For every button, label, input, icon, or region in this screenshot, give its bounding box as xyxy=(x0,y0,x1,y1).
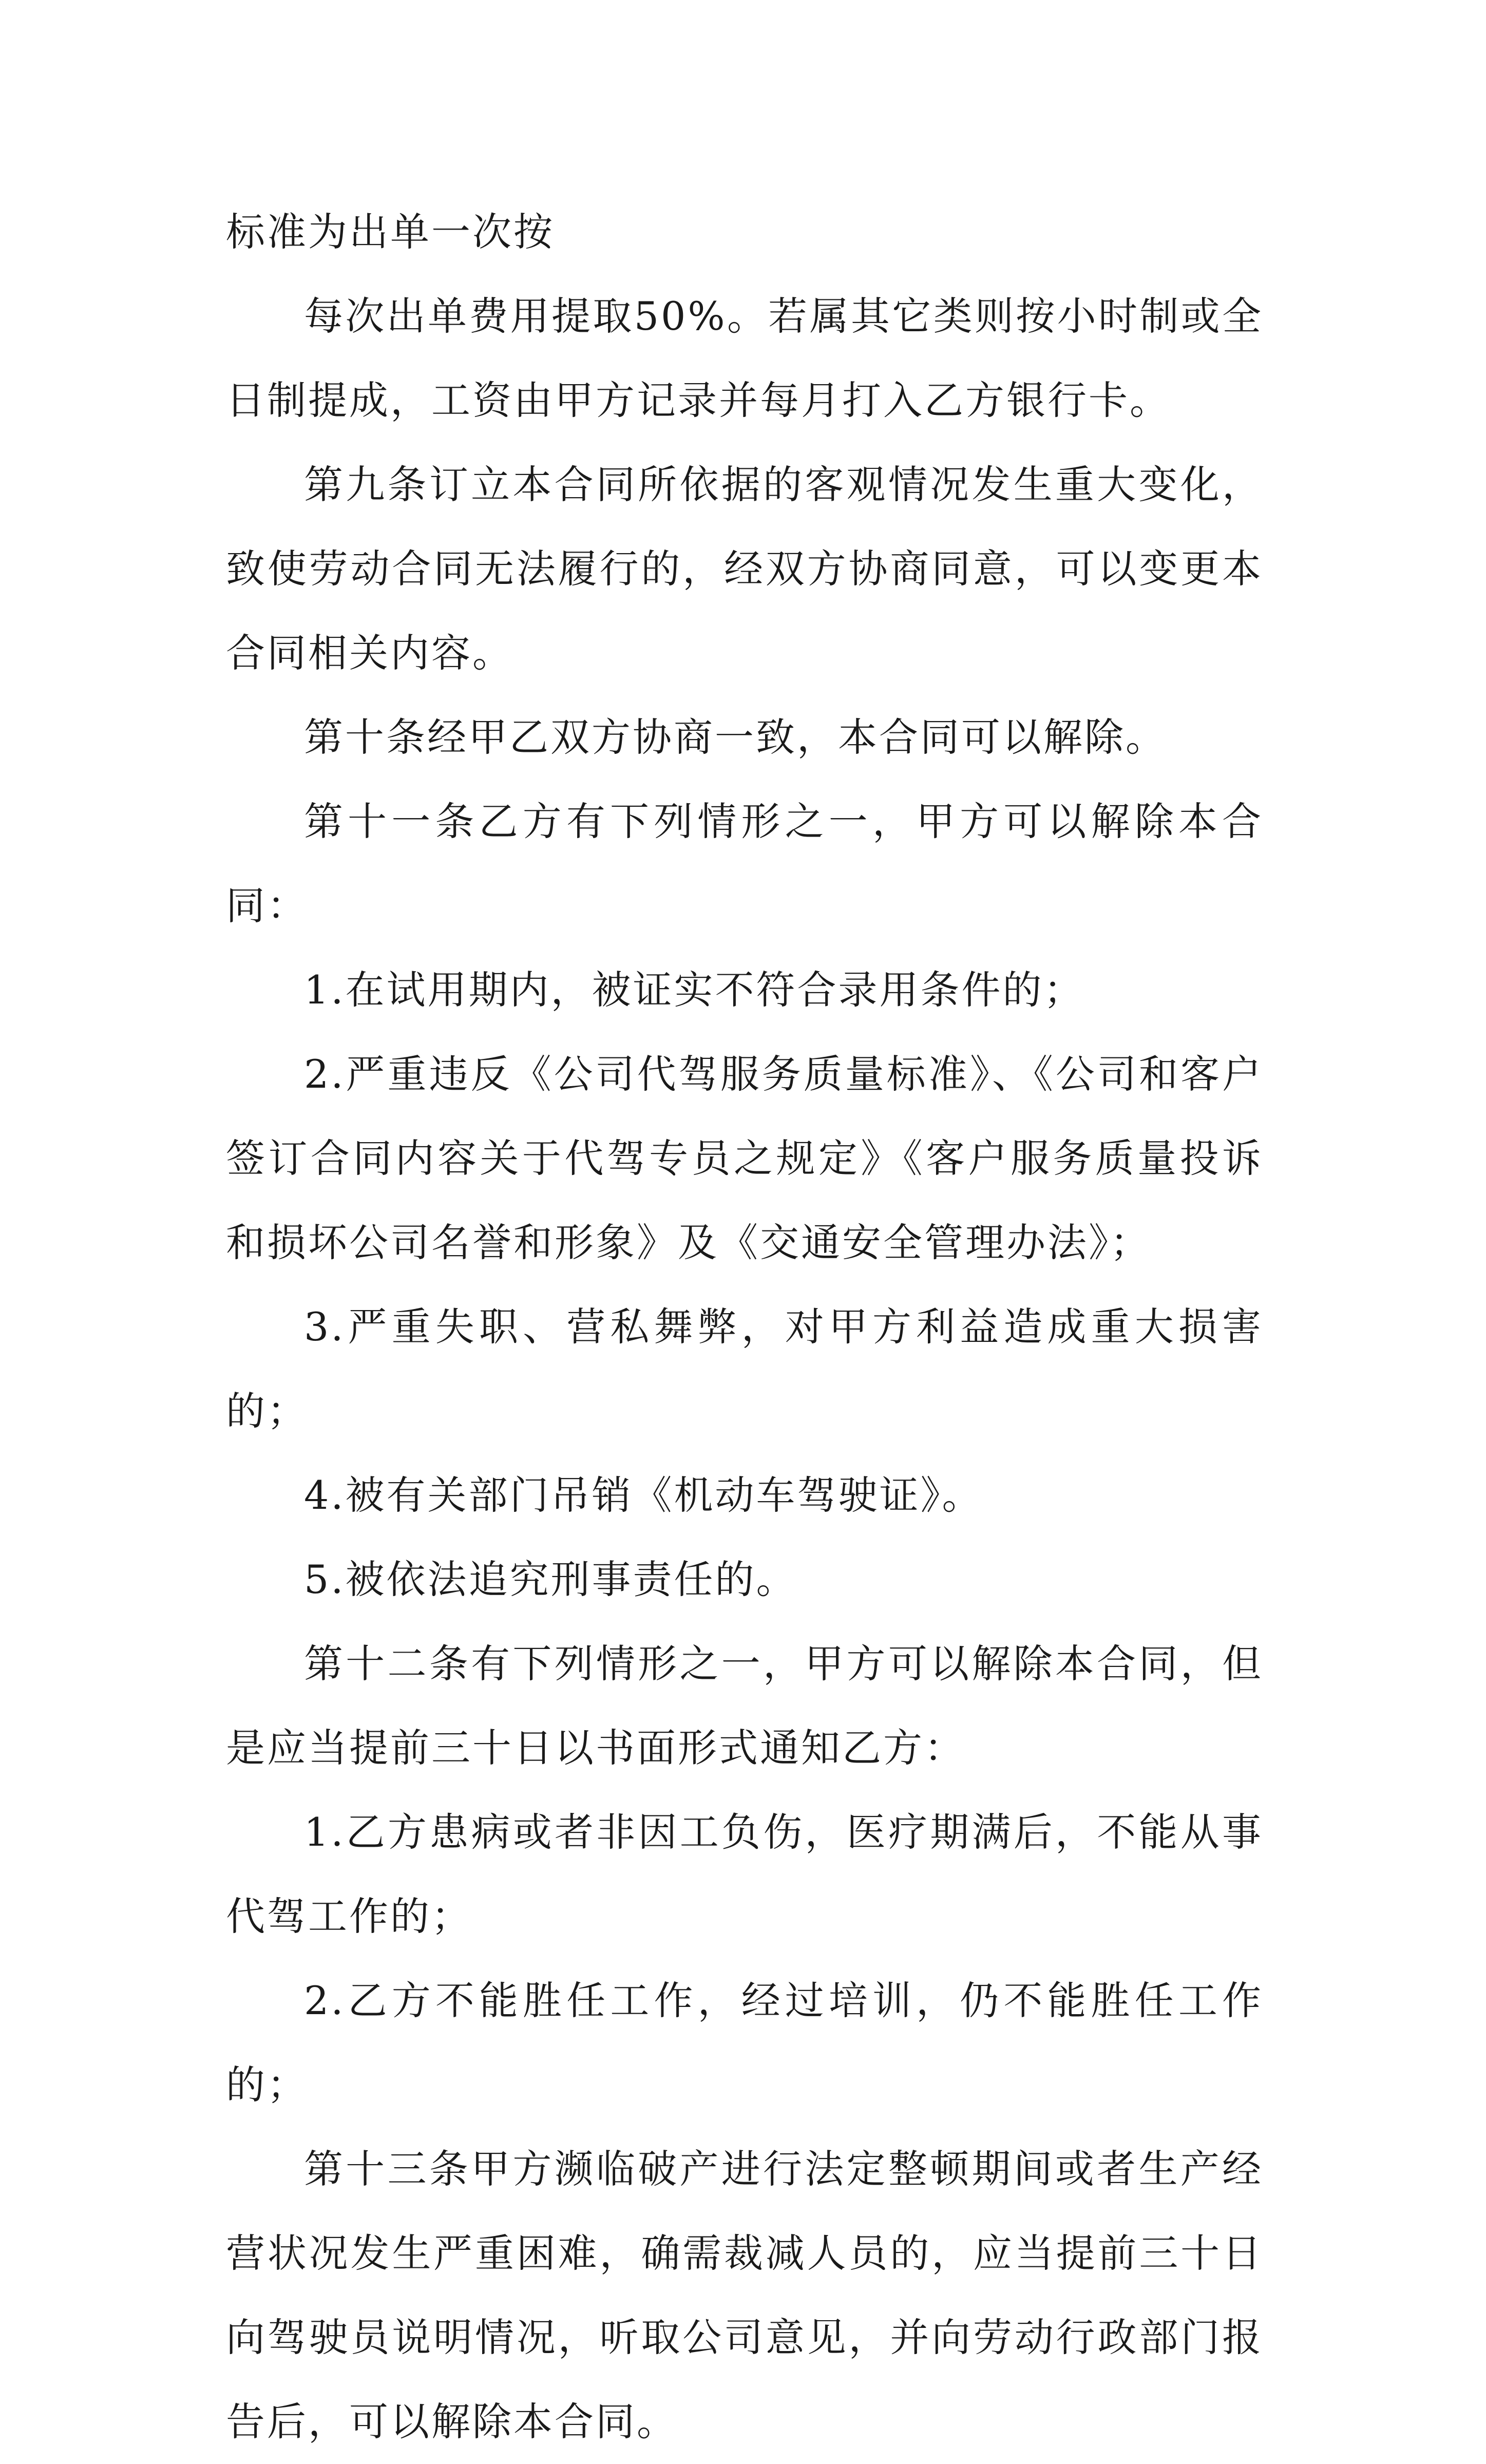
list-item-12-2: 2.乙方不能胜任工作，经过培训，仍不能胜任工作的； xyxy=(226,1978,1263,2108)
paragraph-article-9: 第九条订立本合同所依据的客观情况发生重大变化，致使劳动合同无法履行的，经双方协商同意，可以变更本合同相关内容。 xyxy=(226,462,1263,676)
paragraph-article-11: 第十一条乙方有下列情形之一，甲方可以解除本合同： xyxy=(226,799,1263,928)
list-item-11-1: 1.在试用期内，被证实不符合录用条件的； xyxy=(304,967,1085,1013)
paragraph-continuation: 标准为出单一次按 xyxy=(226,209,555,255)
document-body xyxy=(226,190,1263,2464)
paragraph-article-12: 第十二条有下列情形之一，甲方可以解除本合同，但是应当提前三十日以书面形式通知乙方： xyxy=(226,1641,1263,1771)
list-item-12-1: 1.乙方患病或者非因工负伤，医疗期满后，不能从事代驾工作的； xyxy=(226,1809,1263,1939)
list-item-11-3: 3.严重失职、营私舞弊，对甲方利益造成重大损害的； xyxy=(226,1304,1263,1434)
paragraph-article-10: 第十条经甲乙双方协商一致，本合同可以解除。 xyxy=(304,714,1167,760)
list-item-11-5: 5.被依法追究刑事责任的。 xyxy=(304,1557,797,1602)
list-item-11-4: 4.被有关部门吊销《机动车驾驶证》。 xyxy=(304,1472,983,1518)
paragraph-article-13: 第十三条甲方濒临破产进行法定整顿期间或者生产经营状况发生严重困难，确需裁减人员的，应当提前三十日向驾驶员说明情况，听取公司意见，并向劳动行政部门报告后，可以解除本合同。 xyxy=(226,2146,1263,2444)
list-item-11-2: 2.严重违反《公司代驾服务质量标准》、《公司和客户签订合同内容关于代驾专员之规定》《客户服务质量投诉和损坏公司名誉和形象》及《交通安全管理办法》； xyxy=(226,1051,1263,1265)
paragraph-commission: 每次出单费用提取50%。若属其它类则按小时制或全日制提成，工资由甲方记录并每月打入乙方银行卡。 xyxy=(226,293,1263,423)
